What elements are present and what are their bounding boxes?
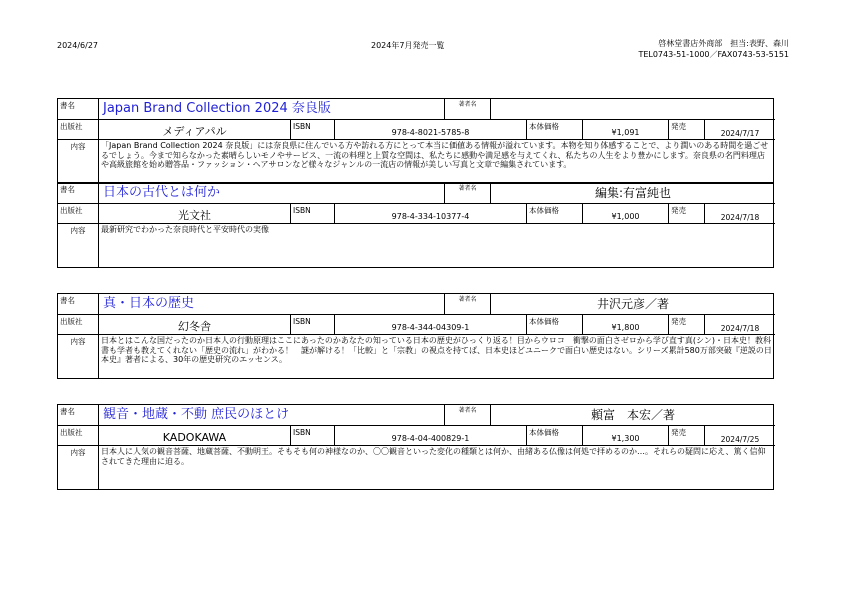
book-isbn: 978-4-8021-5785-8 bbox=[334, 119, 526, 139]
isbn-label: ISBN bbox=[290, 119, 334, 139]
book-isbn: 978-4-344-04309-1 bbox=[334, 314, 526, 334]
book-price: ¥1,300 bbox=[582, 425, 668, 445]
book-price: ¥1,000 bbox=[582, 203, 668, 223]
content-label: 内容 bbox=[58, 223, 98, 243]
price-label: 本体価格 bbox=[526, 425, 582, 445]
content-label: 内容 bbox=[58, 445, 98, 465]
book-entry bbox=[57, 293, 774, 379]
book-isbn: 978-4-334-10377-4 bbox=[334, 203, 526, 223]
book-title: 観音・地蔵・不動 庶民のほとけ bbox=[98, 405, 444, 425]
book-description: 「Japan Brand Collection 2024 奈良版」には奈良県に住んでいる方や訪れる方にとって本当に価値ある情報が溢れています。本物を知り体感することで、より潤いのある時間を過ごせるでしょう。今まで知らなかった素晴らしいモノやサービス、一流の料理と上質な空間は、私たちに感動や満足感を与えてくれ、私たちの人生をより豊かにします。奈良県の名門料理店や高級旅館を始め贈答品・ファッション・ヘアサロンなど様々なジャンルの一流店の情報が美しい写真と文章で編集されています。 bbox=[98, 139, 775, 183]
book-title: 真・日本の歴史 bbox=[98, 294, 444, 314]
release-label: 発売 bbox=[668, 314, 704, 334]
book-release-date: 2024/7/18 bbox=[704, 314, 775, 334]
publisher-label: 出版社 bbox=[58, 119, 98, 139]
book-price: ¥1,800 bbox=[582, 314, 668, 334]
isbn-label: ISBN bbox=[290, 314, 334, 334]
release-label: 発売 bbox=[668, 203, 704, 223]
publisher-label: 出版社 bbox=[58, 203, 98, 223]
book-entry bbox=[57, 98, 774, 184]
book-release-date: 2024/7/25 bbox=[704, 425, 775, 445]
price-label: 本体価格 bbox=[526, 203, 582, 223]
publisher-label: 出版社 bbox=[58, 425, 98, 445]
book-description: 日本とはこんな国だったのか日本人の行動原理はここにあったのかあなたの知っている日本の歴史がひっくり返る！目からウロコ 衝撃の面白さゼロから学び直す真(シン)・日本史！教科書も学者も教えてくれない「歴史の流れ」がわかる！ 謎が解ける！「比較」と「宗教」の視点を持てば、日本史ほどユニークで面白い歴史はない。シリーズ累計580万部突破『逆説の日本史』著者による、30年の歴史研究のエッセンス。 bbox=[98, 334, 775, 378]
book-author: 頼富 本宏／著 bbox=[490, 405, 775, 425]
book-publisher: メディアパル bbox=[98, 119, 290, 139]
book-author: 井沢元彦／著 bbox=[490, 294, 775, 314]
book-description: 最新研究でわかった奈良時代と平安時代の実像 bbox=[98, 223, 775, 267]
company-info: 啓林堂書店外商部 担当:表野、森川 bbox=[658, 39, 789, 48]
title-label: 書名 bbox=[60, 101, 75, 110]
author-label: 著者名 bbox=[444, 183, 490, 203]
price-label: 本体価格 bbox=[526, 119, 582, 139]
book-author: 編集:有富純也 bbox=[490, 183, 775, 203]
book-release-date: 2024/7/18 bbox=[704, 203, 775, 223]
isbn-label: ISBN bbox=[290, 425, 334, 445]
book-entry bbox=[57, 182, 774, 268]
author-label: 著者名 bbox=[444, 405, 490, 425]
release-label: 発売 bbox=[668, 119, 704, 139]
book-author bbox=[490, 99, 775, 119]
book-description: 日本人に人気の観音菩薩、地蔵菩薩、不動明王。そもそも何の神様なのか、〇〇観音といった変化の種類とは何か、由緒ある仏像は何処で拝めるのか…。それらの疑問に応え、篤く信仰されてきた理由に迫る。 bbox=[98, 445, 775, 489]
page-title: 2024年7月発売一覧 bbox=[371, 41, 445, 50]
content-label: 内容 bbox=[58, 334, 98, 354]
book-publisher: 光文社 bbox=[98, 203, 290, 223]
book-isbn: 978-4-04-400829-1 bbox=[334, 425, 526, 445]
title-label: 書名 bbox=[60, 296, 75, 305]
price-label: 本体価格 bbox=[526, 314, 582, 334]
book-publisher: KADOKAWA bbox=[98, 425, 290, 445]
book-entry bbox=[57, 404, 774, 490]
content-label: 内容 bbox=[58, 139, 98, 159]
title-label: 書名 bbox=[60, 185, 75, 194]
author-label: 著者名 bbox=[444, 99, 490, 119]
book-release-date: 2024/7/17 bbox=[704, 119, 775, 139]
title-label: 書名 bbox=[60, 407, 75, 416]
publisher-label: 出版社 bbox=[58, 314, 98, 334]
author-label: 著者名 bbox=[444, 294, 490, 314]
book-publisher: 幻冬舎 bbox=[98, 314, 290, 334]
print-date: 2024/6/27 bbox=[57, 41, 99, 50]
company-contact: TEL0743-51-1000／FAX0743-53-5151 bbox=[638, 50, 789, 59]
book-title: Japan Brand Collection 2024 奈良版 bbox=[98, 99, 444, 119]
isbn-label: ISBN bbox=[290, 203, 334, 223]
release-label: 発売 bbox=[668, 425, 704, 445]
book-title: 日本の古代とは何か bbox=[98, 183, 444, 203]
book-price: ¥1,091 bbox=[582, 119, 668, 139]
